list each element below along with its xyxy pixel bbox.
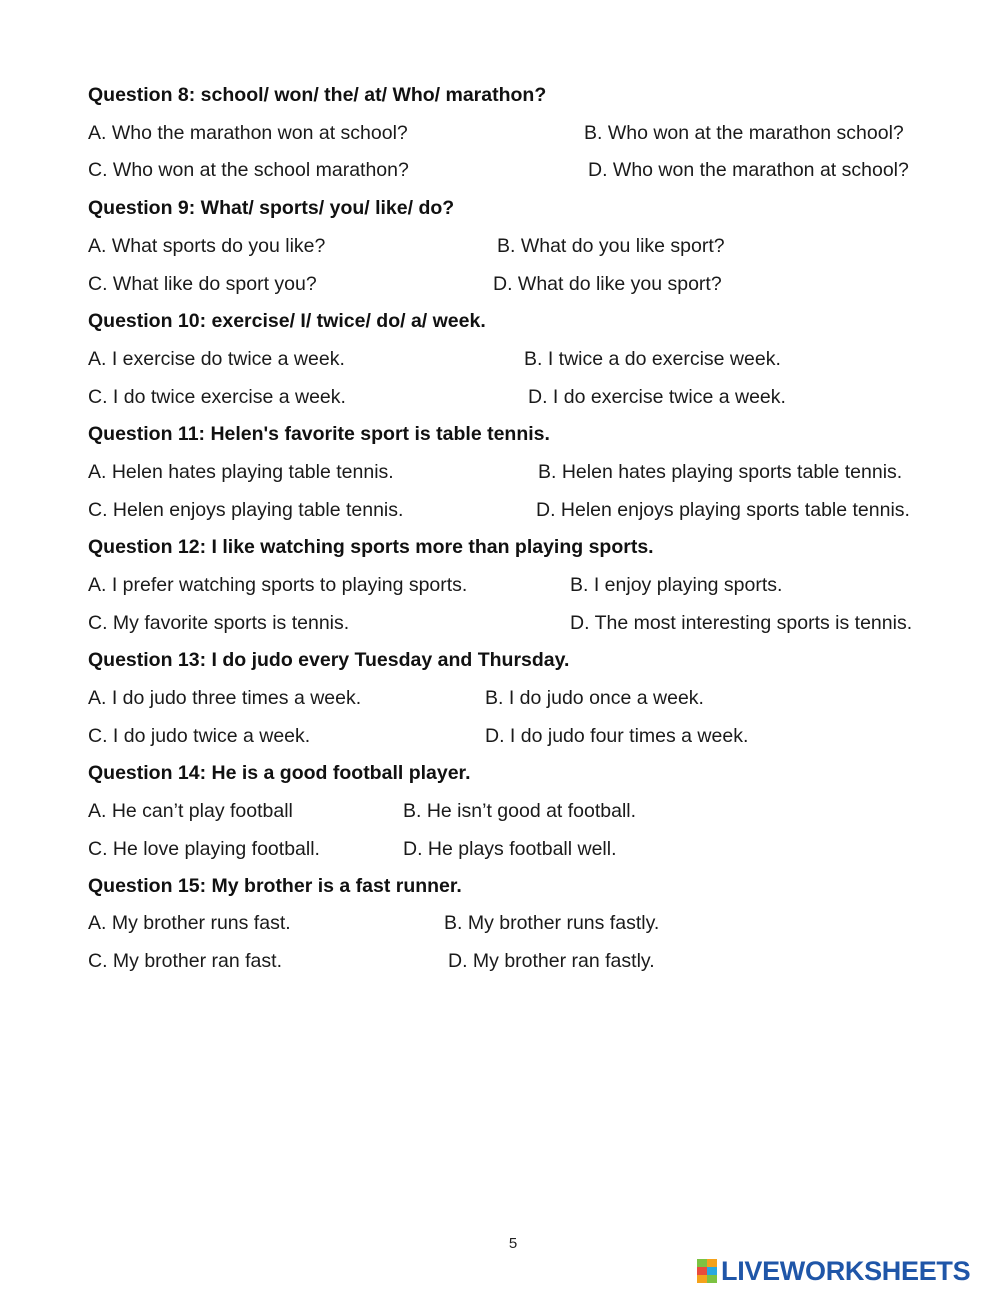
liveworksheets-logo-icon: [697, 1259, 717, 1283]
question-14-option-a: A. He can’t play football: [88, 800, 293, 822]
question-8-option-d: D. Who won the marathon at school?: [588, 159, 909, 181]
liveworksheets-logo: [697, 1257, 970, 1285]
question-11-prompt: Question 11: Helen's favorite sport is table tennis.: [88, 423, 550, 445]
question-9-option-c: C. What like do sport you?: [88, 273, 317, 295]
question-8-prompt: Question 8: school/ won/ the/ at/ Who/ marathon?: [88, 84, 547, 106]
question-12-option-d: D. The most interesting sports is tennis.: [570, 612, 913, 634]
question-11-option-c: C. Helen enjoys playing table tennis.: [88, 499, 404, 521]
question-14-option-d: D. He plays football well.: [403, 838, 617, 860]
page-number: 5: [508, 1235, 518, 1252]
question-14-option-b: B. He isn’t good at football.: [403, 800, 637, 822]
question-14-prompt: Question 14: He is a good football player.: [88, 762, 471, 784]
question-10-option-c: C. I do twice exercise a week.: [88, 386, 346, 408]
question-10-option-b: B. I twice a do exercise week.: [524, 348, 781, 370]
logo-cell-green: [697, 1259, 707, 1267]
question-13-prompt: Question 13: I do judo every Tuesday and Thursday.: [88, 649, 570, 671]
question-9-option-b: B. What do you like sport?: [497, 235, 725, 257]
question-11-option-b: B. Helen hates playing sports table tennis.: [538, 461, 903, 483]
question-11-option-a: A. Helen hates playing table tennis.: [88, 461, 394, 483]
question-15-prompt: Question 15: My brother is a fast runner.: [88, 875, 462, 897]
logo-cell-red: [697, 1267, 707, 1275]
logo-cell-green-2: [707, 1275, 717, 1283]
question-13-option-b: B. I do judo once a week.: [485, 687, 704, 709]
question-12-prompt: Question 12: I like watching sports more than playing sports.: [88, 536, 654, 558]
logo-cell-orange: [707, 1259, 717, 1267]
question-9-prompt: Question 9: What/ sports/ you/ like/ do?: [88, 197, 455, 219]
question-10-prompt: Question 10: exercise/ I/ twice/ do/ a/ week.: [88, 310, 486, 332]
question-9-option-a: A. What sports do you like?: [88, 235, 326, 257]
question-8-option-c: C. Who won at the school marathon?: [88, 159, 409, 181]
question-9-option-d: D. What do like you sport?: [493, 273, 722, 295]
question-11-option-d: D. Helen enjoys playing sports table tennis.: [536, 499, 910, 521]
question-10-option-a: A. I exercise do twice a week.: [88, 348, 345, 370]
liveworksheets-brand-text: LIVEWORKSHEETS: [721, 1255, 971, 1286]
question-8-option-a: A. Who the marathon won at school?: [88, 122, 408, 144]
logo-cell-blue: [707, 1267, 717, 1275]
question-8-option-b: B. Who won at the marathon school?: [584, 122, 904, 144]
question-14-option-c: C. He love playing football.: [88, 838, 320, 860]
question-12-option-c: C. My favorite sports is tennis.: [88, 612, 350, 634]
question-12-option-a: A. I prefer watching sports to playing sports.: [88, 574, 468, 596]
question-15-option-a: A. My brother runs fast.: [88, 912, 291, 934]
question-15-option-d: D. My brother ran fastly.: [448, 950, 655, 972]
question-10-option-d: D. I do exercise twice a week.: [528, 386, 786, 408]
question-12-option-b: B. I enjoy playing sports.: [570, 574, 783, 596]
question-15-option-c: C. My brother ran fast.: [88, 950, 282, 972]
question-13-option-a: A. I do judo three times a week.: [88, 687, 362, 709]
logo-cell-orange-2: [697, 1275, 707, 1283]
question-15-option-b: B. My brother runs fastly.: [444, 912, 660, 934]
question-13-option-c: C. I do judo twice a week.: [88, 725, 311, 747]
question-13-option-d: D. I do judo four times a week.: [485, 725, 749, 747]
